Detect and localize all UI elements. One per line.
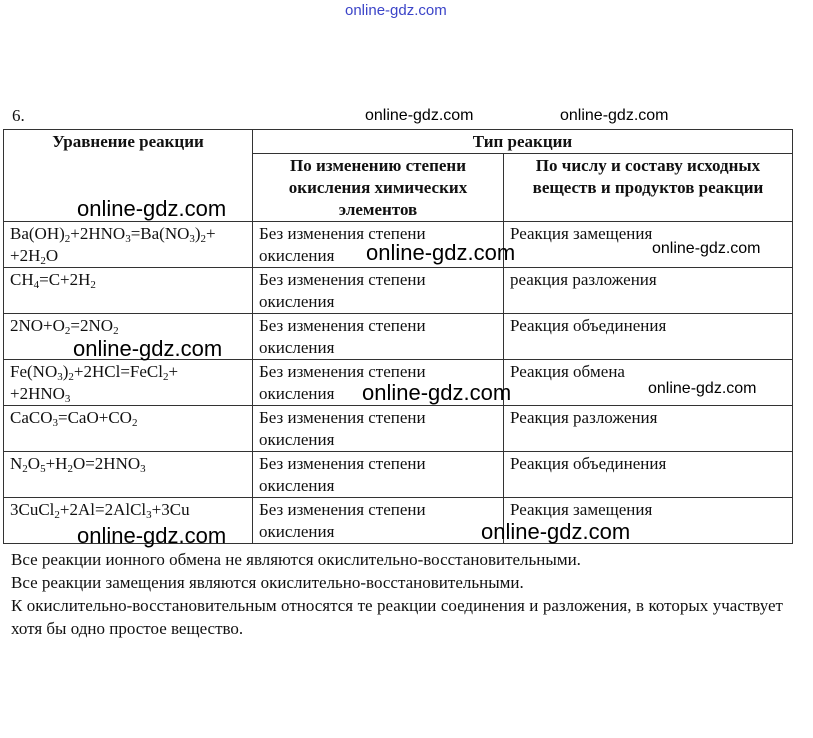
oxidation-cell: Без изменения степени окисления	[253, 268, 504, 314]
oxidation-cell: Без изменения степени окисления	[253, 498, 504, 544]
composition-cell: Реакция объединения	[504, 452, 793, 498]
watermark: online-gdz.com	[77, 196, 227, 221]
equation-cell: $CaCO_3=CaO+CO_2$	[4, 406, 253, 452]
watermark: online-gdz.com	[365, 107, 474, 124]
watermark: online-gdz.com	[73, 336, 223, 361]
conclusions	[11, 548, 783, 640]
table-row	[4, 406, 793, 452]
watermark: online-gdz.com	[77, 523, 227, 548]
composition-cell: Реакция разложения	[504, 406, 793, 452]
table-row	[4, 268, 793, 314]
header-by-oxidation: По изменению степени окисления химических элементов	[253, 154, 504, 222]
top-watermark: online-gdz.com	[345, 2, 447, 19]
table-row	[4, 498, 793, 544]
equation-cell: $Ba(OH)_2+2HNO_3=Ba(NO_3)_2+$ $+2H_2O$	[4, 222, 253, 268]
oxidation-cell: Без изменения степени окисления	[253, 360, 504, 406]
oxidation-cell: Без изменения степени окисления	[253, 406, 504, 452]
watermark: online-gdz.com	[362, 380, 512, 405]
equation-cell: 3CuCl$_2$+2Al=2AlCl$_3$+3Cu	[4, 498, 253, 544]
equation-cell: $CH_4=C+2H_2$	[4, 268, 253, 314]
table-row	[4, 222, 793, 268]
header-by-composition: По числу и составу исходных веществ и продуктов реакции	[504, 154, 793, 222]
composition-cell: Реакция замещения	[504, 498, 793, 544]
composition-cell: реакция разложения	[504, 268, 793, 314]
reaction-table	[3, 129, 793, 544]
task-number: 6.	[12, 106, 25, 125]
watermark: online-gdz.com	[560, 107, 669, 124]
header-equation: Уравнение реакции	[4, 130, 253, 222]
oxidation-cell: Без изменения степени окисления	[253, 222, 504, 268]
watermark: online-gdz.com	[648, 380, 757, 397]
composition-cell: Реакция обмена	[504, 360, 793, 406]
watermark: online-gdz.com	[481, 519, 631, 544]
table-row	[4, 452, 793, 498]
equation-cell: $2NO+O_2=2NO_2$	[4, 314, 253, 360]
table-row	[4, 360, 793, 406]
watermark: online-gdz.com	[366, 240, 516, 265]
table-row	[4, 314, 793, 360]
table-body	[4, 222, 793, 544]
oxidation-cell: Без изменения степени окисления	[253, 314, 504, 360]
watermark: online-gdz.com	[652, 240, 761, 257]
composition-cell: Реакция объединения	[504, 314, 793, 360]
equation-cell: $N_2O_5+H_2O=2HNO_3$	[4, 452, 253, 498]
header-type: Тип реакции	[253, 130, 793, 154]
note-substitution: Все реакции замещения являются окислительно-восстановительными.	[11, 573, 524, 592]
note-compound-decomposition: К окислительно-восстановительным относятся те реакции соединения и разложения, в которых участвует хотя бы одно простое вещество.	[11, 596, 783, 638]
composition-cell: Реакция замещения	[504, 222, 793, 268]
equation-cell: $Fe(NO_3)_2+2HCl=FeCl_2+$ $+2HNO_3$	[4, 360, 253, 406]
oxidation-cell: Без изменения степени окисления	[253, 452, 504, 498]
note-ion-exchange: Все реакции ионного обмена не являются окислительно-восстановительными.	[11, 550, 581, 569]
